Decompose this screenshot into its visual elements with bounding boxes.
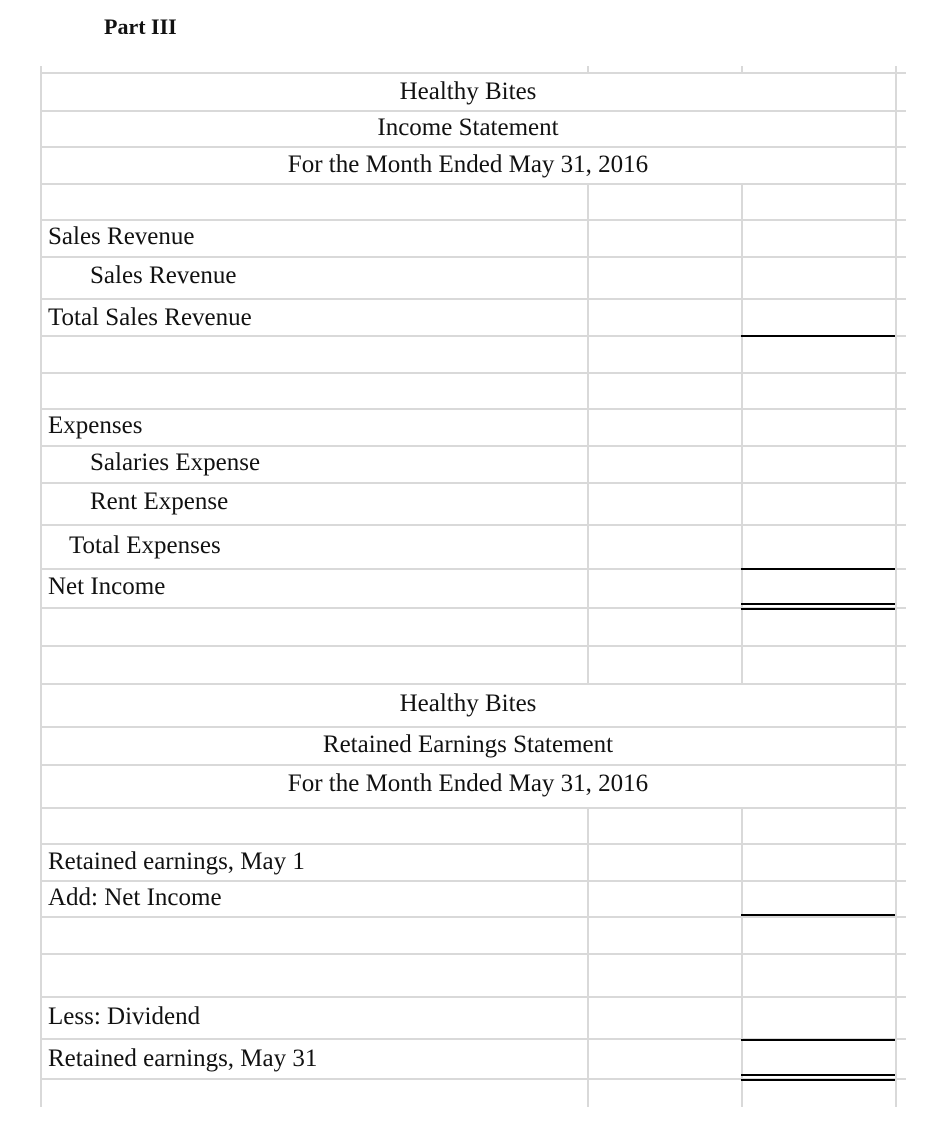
- net-income-double-underline-2: [741, 608, 895, 610]
- retained-may31-double-underline-2: [741, 1079, 895, 1081]
- part-heading: Part III: [104, 14, 177, 39]
- total-expenses-underline: [741, 568, 895, 570]
- less-dividend: Less: Dividend: [48, 1003, 201, 1030]
- rent-expense: Rent Expense: [90, 488, 229, 515]
- income-statement-title: Income Statement: [377, 114, 559, 141]
- salaries-expense: Salaries Expense: [90, 449, 261, 476]
- add-net-income: Add: Net Income: [48, 884, 222, 911]
- retained-earnings-may1: Retained earnings, May 1: [48, 848, 305, 875]
- re-statement-period: For the Month Ended May 31, 2016: [287, 770, 649, 797]
- total-sales-underline: [741, 335, 895, 337]
- less-dividend-underline: [741, 1039, 895, 1041]
- sales-revenue-line: Sales Revenue: [90, 262, 237, 289]
- net-income: Net Income: [48, 573, 166, 600]
- income-company-name: Healthy Bites: [399, 78, 537, 105]
- retained-earnings-may31: Retained earnings, May 31: [48, 1045, 318, 1072]
- total-sales-revenue: Total Sales Revenue: [48, 304, 252, 331]
- income-statement-period: For the Month Ended May 31, 2016: [287, 151, 649, 178]
- re-company-name: Healthy Bites: [399, 690, 537, 717]
- total-expenses: Total Expenses: [69, 532, 221, 559]
- retained-may31-double-underline-1: [741, 1074, 895, 1076]
- expenses-header: Expenses: [48, 412, 143, 439]
- sales-revenue-header: Sales Revenue: [48, 223, 195, 250]
- net-income-double-underline-1: [741, 603, 895, 605]
- re-statement-title: Retained Earnings Statement: [322, 731, 614, 758]
- add-net-income-underline: [741, 914, 895, 916]
